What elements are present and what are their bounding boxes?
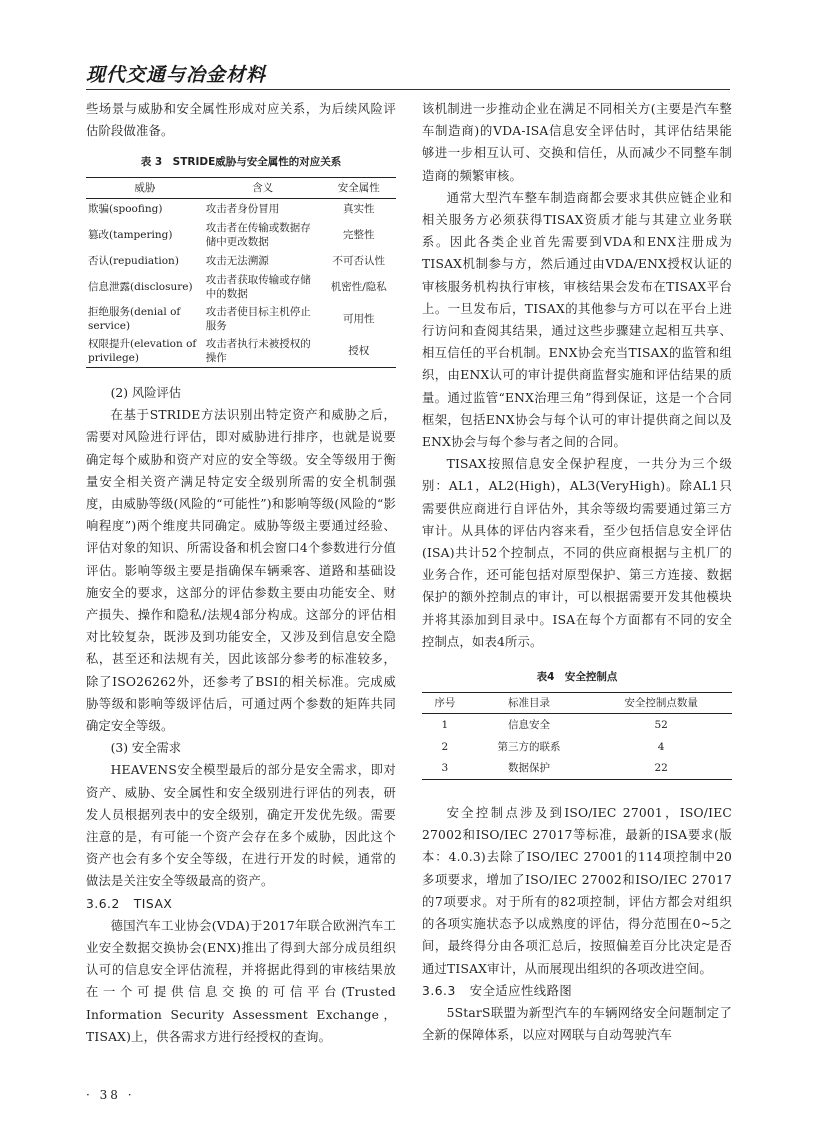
table-cell: 1	[441, 718, 449, 731]
continuation-paragraph: 该机制进一步推动企业在满足不同相关方(主要是汽车整车制造商)的VDA-ISA信息安全评估时，其评估结果能够进一步相互认可、交换和信任，从而减少不同整车制造商的频繁审核。	[422, 102, 732, 183]
table-cell: 真实性	[343, 203, 375, 216]
table-cell: 信息泄露(disclosure)	[88, 280, 193, 293]
section-heading-tisax	[86, 893, 396, 915]
table-cell: 可用性	[343, 312, 375, 325]
left-column	[86, 98, 396, 1048]
table-row	[86, 303, 396, 335]
table-cell: 4	[657, 740, 665, 753]
stride-table	[86, 177, 396, 368]
requirements-paragraph: HEAVENS安全模型最后的部分是安全需求，即对资产、威胁、安全属性和安全级别进行评估的列表，研发人员根据列表中的安全级别，确定开发优先级。需要注意的是，有可能一个资产会存在多个威胁，因此这个资产也会有多个安全等级，在进行开发的时候，通常的做法是关注安全等级最高的资产。	[86, 763, 396, 889]
page-number: · 38 ·	[86, 1088, 135, 1102]
risk-paragraph: 在基于STRIDE方法识别出特定资产和威胁之后，需要对风险进行评估，即对威胁进行排序，也就是说要确定每个威胁和资产对应的安全等级。安全等级用于衡量安全相关资产满足特定安全级别所需的安全机制强度，由威胁等级(风险的“可能性”)和影响等级(风险的“影响程度”)两个维度共同确定。威胁等级主要通过经验、评估对象的知识、所需设备和机会窗口4个参数进行分值评估。影响等级主要是指确保车辆乘客、道路和基础设施安全的要求，这部分的评估参数主要由功能安全、财产损失、操作和隐私/法规4部分构成。这部分的评估相对比较复杂，既涉及到功能安全，又涉及到信息安全隐私，甚至还和法规有关，因此该部分参考的标准较多，除了ISO26262外，还参考了BSI的相关标准。完成威胁等级和影响等级评估后，可通过两个参数的矩阵共同确定安全等级。	[86, 408, 396, 733]
section-title: 安全适应性线路图	[469, 983, 573, 998]
table-cell: 否认(repudiation)	[88, 254, 179, 267]
tisax-paragraph: 德国汽车工业协会(VDA)于2017年联合欧洲汽车工业安全数据交换协会(ENX)推出了得到大部分成员组织认可的信息安全评估流程，并将据此得到的审核结果放在一个可提供信息交换的可信平台(Trusted Information Security Assessment Exchange，TISAX)上，供各需求方进行经授权的查询。	[86, 918, 396, 1044]
subheading-risk: (2) 风险评估	[110, 385, 182, 400]
table-cell: 完整性	[343, 228, 375, 241]
table-cell: 攻击者获取传输或存储中的数据	[205, 273, 311, 300]
section-number: 3.6.3	[422, 983, 456, 998]
table-header-cell: 威胁	[134, 182, 156, 195]
table4-caption: 表4 安全控制点	[536, 671, 618, 684]
table-header-row	[422, 693, 732, 714]
table-cell: 攻击者在传输或数据存储中更改数据	[205, 221, 311, 248]
table-cell: 52	[654, 718, 668, 731]
table-cell: 授权	[348, 344, 370, 357]
oem-paragraph: 通常大型汽车整车制造商都会要求其供应链企业和相关服务方必须获得TISAX资质才能与其建立业务联系。因此各类企业首先需要到VDA和ENX注册成为TISAX机制参与方，然后通过由VDA/ENX授权认证的审核服务机构执行审核，审核结果会发布在TISAX平台上。一旦发布后，TISAX的其他参与方可以在平台上进行访问和查阅其结果，通过这些步骤建立起相互共享、相互信任的平台机制。ENX协会充当TISAX的监管和组织，由ENX认可的审计提供商监督实施和评估结果的质量。通过监管“ENX治理三角”得到保证，这是一个合同框架，包括ENX协会与每个认可的审计提供商之间以及ENX协会与每个参与者之间的合同。	[422, 190, 732, 450]
section-title: TISAX	[133, 896, 173, 911]
fivestars-paragraph: 5StarS联盟为新型汽车的车辆网络安全问题制定了全新的保障体系，以应对网联与自动驾驶汽车	[422, 1005, 732, 1043]
subheading-requirements: (3) 安全需求	[110, 741, 182, 756]
table-row	[86, 251, 396, 271]
table-cell: 欺骗(spoofing)	[88, 203, 163, 216]
table-cell: 篡改(tampering)	[88, 228, 173, 241]
table-row	[86, 335, 396, 368]
table-row	[86, 271, 396, 303]
section-number: 3.6.2	[86, 896, 120, 911]
table-row	[86, 219, 396, 251]
table-cell: 第三方的联系	[497, 740, 561, 753]
section-heading-roadmap	[422, 980, 732, 1002]
table-cell: 机密性/隐私	[330, 280, 387, 293]
table-header-cell: 含义	[252, 182, 274, 195]
intro-paragraph: 些场景与威胁和安全属性形成对应关系，为后续风险评估阶段做准备。	[86, 102, 396, 139]
table-header-cell: 标准目录	[507, 697, 550, 710]
table-cell: 权限提升(elevation of privilege)	[88, 337, 197, 364]
header-rule	[86, 89, 730, 90]
levels-paragraph: TISAX按照信息安全保护程度，一共分为三个级别：AL1，AL2(High)，AL3(VeryHigh)。除AL1只需要供应商进行自评估外，其余等级均需要通过第三方审计。从具体的评估内容来看，至少包括信息安全评估(ISA)共计52个控制点，不同的供应商根据与主机厂的业务合作，还可能包括对原型保护、第三方连接、数据保护的额外控制点的审计，可以根据需要开发其他模块并将其添加到目录中。ISA在每个方面都有不同的安全控制点，如表4所示。	[422, 457, 732, 649]
table-cell: 信息安全	[507, 718, 550, 731]
table3-caption: 表 3 STRIDE威胁与安全属性的对应关系	[140, 156, 342, 169]
table-row	[86, 199, 396, 219]
table-cell: 攻击者身份冒用	[205, 203, 280, 216]
table-header-cell: 安全控制点数量	[624, 697, 698, 710]
journal-logo: 现代交通与冶金材料	[86, 64, 267, 86]
right-column	[422, 98, 732, 1046]
table-header-row	[86, 178, 396, 199]
table-cell: 不可否认性	[332, 254, 386, 267]
iso-paragraph: 安全控制点涉及到ISO/IEC 27001，ISO/IEC 27002和ISO/IEC 27017等标准，最新的ISA要求(版本：4.0.3)去除了ISO/IEC 27001的114项控制中20多项要求，增加了ISO/IEC 27002和ISO/IEC 27017的7项要求。对于所有的82项控制，评估方都会对组织的各项实施状态予以成熟度的评估，得分范围在0~5之间，最终得分由各项汇总后，按照偏差百分比决定是否通过TISAX审计，从而展现出组织的各项改进空间。	[422, 806, 732, 976]
table-cell: 22	[654, 762, 668, 775]
table-header-cell: 安全属性	[337, 182, 380, 195]
table-row	[422, 758, 732, 780]
control-points-table	[422, 692, 732, 780]
table-cell: 2	[441, 740, 449, 753]
table-cell: 攻击者执行未被授权的操作	[205, 337, 311, 364]
table-row	[422, 714, 732, 736]
table-row	[422, 736, 732, 758]
table-cell: 攻击无法溯源	[205, 254, 269, 267]
table-cell: 数据保护	[507, 762, 550, 775]
table-cell: 攻击者使目标主机停止服务	[205, 305, 311, 332]
table-cell: 拒绝服务(denial of service)	[88, 305, 181, 332]
table-header-cell: 序号	[434, 697, 456, 710]
table-cell: 3	[441, 762, 449, 775]
